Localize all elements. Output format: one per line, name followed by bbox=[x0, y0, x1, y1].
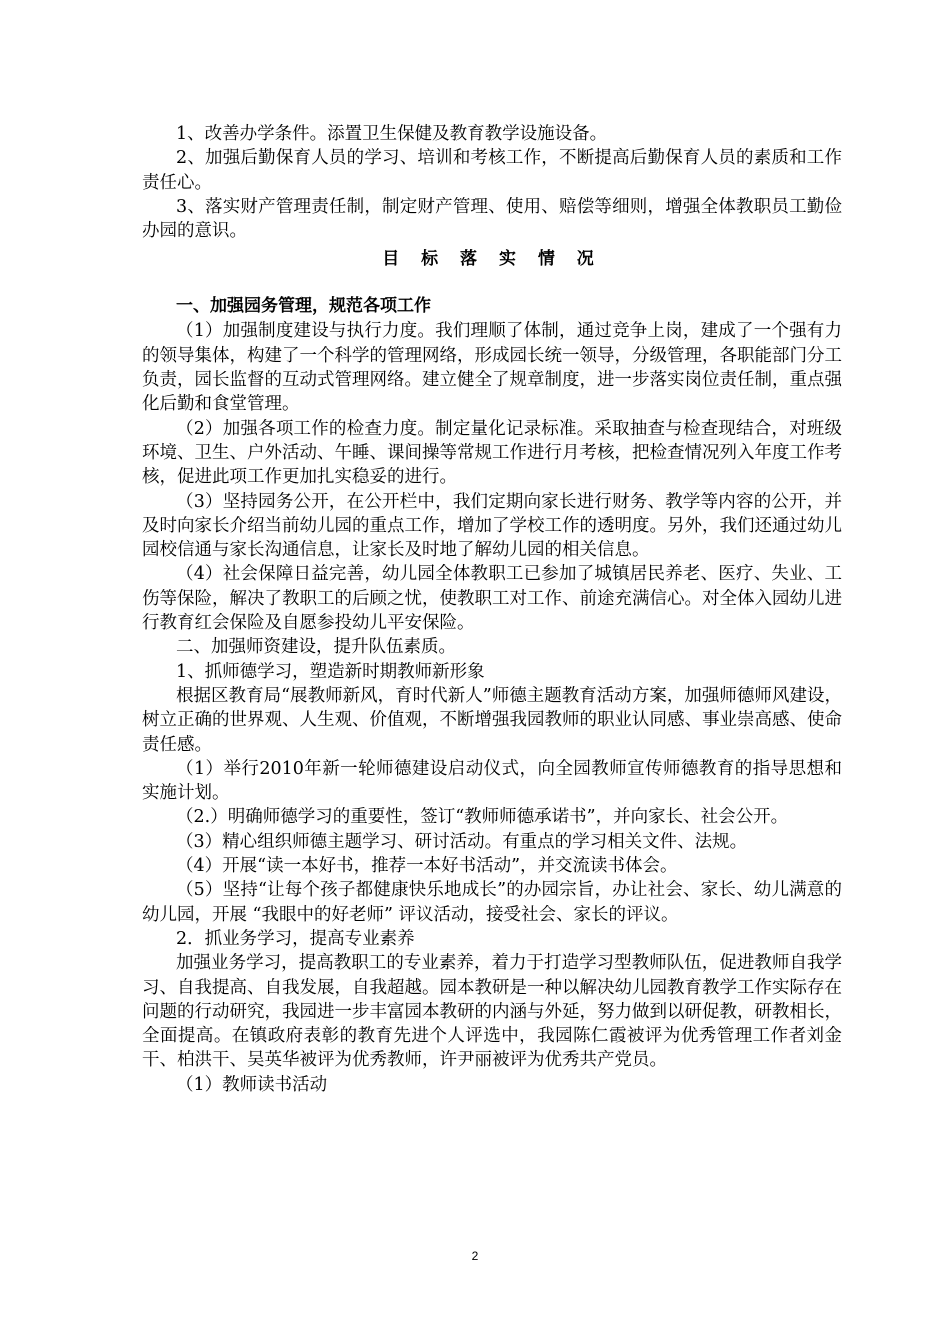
paragraph: （1）加强制度建设与执行力度。我们理顺了体制，通过竞争上岗，建成了一个强有力的领导集体，构建了一个科学的管理网络，形成园长统一领导，分级管理，各职能部门分工负责，园长监督的互动式管理网络。建立健全了规章制度，进一步落实岗位责任制，重点强化后勤和食堂管理。 bbox=[142, 321, 842, 415]
paragraph: 3、落实财产管理责任制，制定财产管理、使用、赔偿等细则，增强全体教职员工勤俭办园的意识。 bbox=[142, 196, 842, 242]
paragraph: （2）加强各项工作的检查力度。制定量化记录标准。采取抽查与检查现结合，对班级环境、卫生、户外活动、午睡、课间操等常规工作进行月考核，把检查情况列入年度工作考核，促进此项工作更加扎实稳妥的进行。 bbox=[142, 418, 842, 488]
paragraph: 1、抓师德学习，塑造新时期教师新形象 bbox=[176, 661, 485, 682]
paragraph: 2、加强后勤保育人员的学习、培训和考核工作，不断提高后勤保育人员的素质和工作责任心。 bbox=[142, 148, 842, 193]
paragraph: （2.）明确师德学习的重要性，签订“教师师德承诺书”，并向家长、社会公开。 bbox=[176, 807, 789, 828]
spacer bbox=[142, 271, 842, 293]
paragraph: 1、改善办学条件。添置卫生保健及教育教学设施设备。 bbox=[176, 124, 608, 144]
paragraph: （5）坚持“让每个孩子都健康快乐地成长”的办园宗旨，办让社会、家长、幼儿满意的幼儿园，开展 “我眼中的好老师” 评议活动，接受社会、家长的评议。 bbox=[142, 880, 842, 925]
paragraph: （1）举行2010年新一轮师德建设启动仪式，向全园教师宣传师德教育的指导思想和实施计划。 bbox=[142, 758, 842, 804]
paragraph: （4）开展“读一本好书，推荐一本好书活动”，并交流读书体会。 bbox=[176, 856, 678, 877]
document-body bbox=[142, 122, 842, 1097]
paragraph: （3）精心组织师德主题学习、研讨活动。有重点的学习相关文件、法规。 bbox=[176, 831, 748, 852]
section-title: 目 标 落 实 情 况 bbox=[382, 249, 602, 270]
page-number: 2 bbox=[471, 1249, 479, 1263]
paragraph: 加强业务学习，提高教职工的专业素养，着力于打造学习型教师队伍，促进教师自我学习、自我提高、自我发展，自我超越。园本教研是一种以解决幼儿园教育教学工作实际存在问题的行动研究，我园进一步丰富园本教研的内涵与外延，努力做到以研促教，研教相长，全面提高。在镇政府表彰的教育先进个人评选中，我园陈仁霞被评为优秀管理工作者刘金干、柏洪干、吴英华被评为优秀教师，许尹丽被评为优秀共产党员。 bbox=[142, 953, 842, 1071]
paragraph: 二、加强师资建设，提升队伍素质。 bbox=[176, 637, 456, 658]
paragraph: （1）教师读书活动 bbox=[176, 1074, 328, 1095]
paragraph: 根据区教育局“展教师新风，育时代新人”师德主题教育活动方案，加强师德师风建设，树立正确的世界观、人生观、价值观，不断增强我园教师的职业认同感、事业崇高感、使命责任感。 bbox=[142, 685, 842, 755]
heading: 一、加强园务管理，规范各项工作 bbox=[176, 296, 431, 317]
paragraph: （4）社会保障日益完善，幼儿园全体教职工已参加了城镇居民养老、医疗、失业、工伤等保险，解决了教职工的后顾之忧，使教职工对工作、前途充满信心。对全体入园幼儿进行教育红会保险及自愿参投幼儿平安保险。 bbox=[142, 564, 842, 634]
paragraph: （3）坚持园务公开，在公开栏中，我们定期向家长进行财务、教学等内容的公开，并及时向家长介绍当前幼儿园的重点工作，增加了学校工作的透明度。另外，我们还通过幼儿园校信通与家长沟通信息，让家长及时地了解幼儿园的相关信息。 bbox=[142, 491, 842, 561]
paragraph: 2．抓业务学习，提高专业素养 bbox=[176, 928, 415, 949]
